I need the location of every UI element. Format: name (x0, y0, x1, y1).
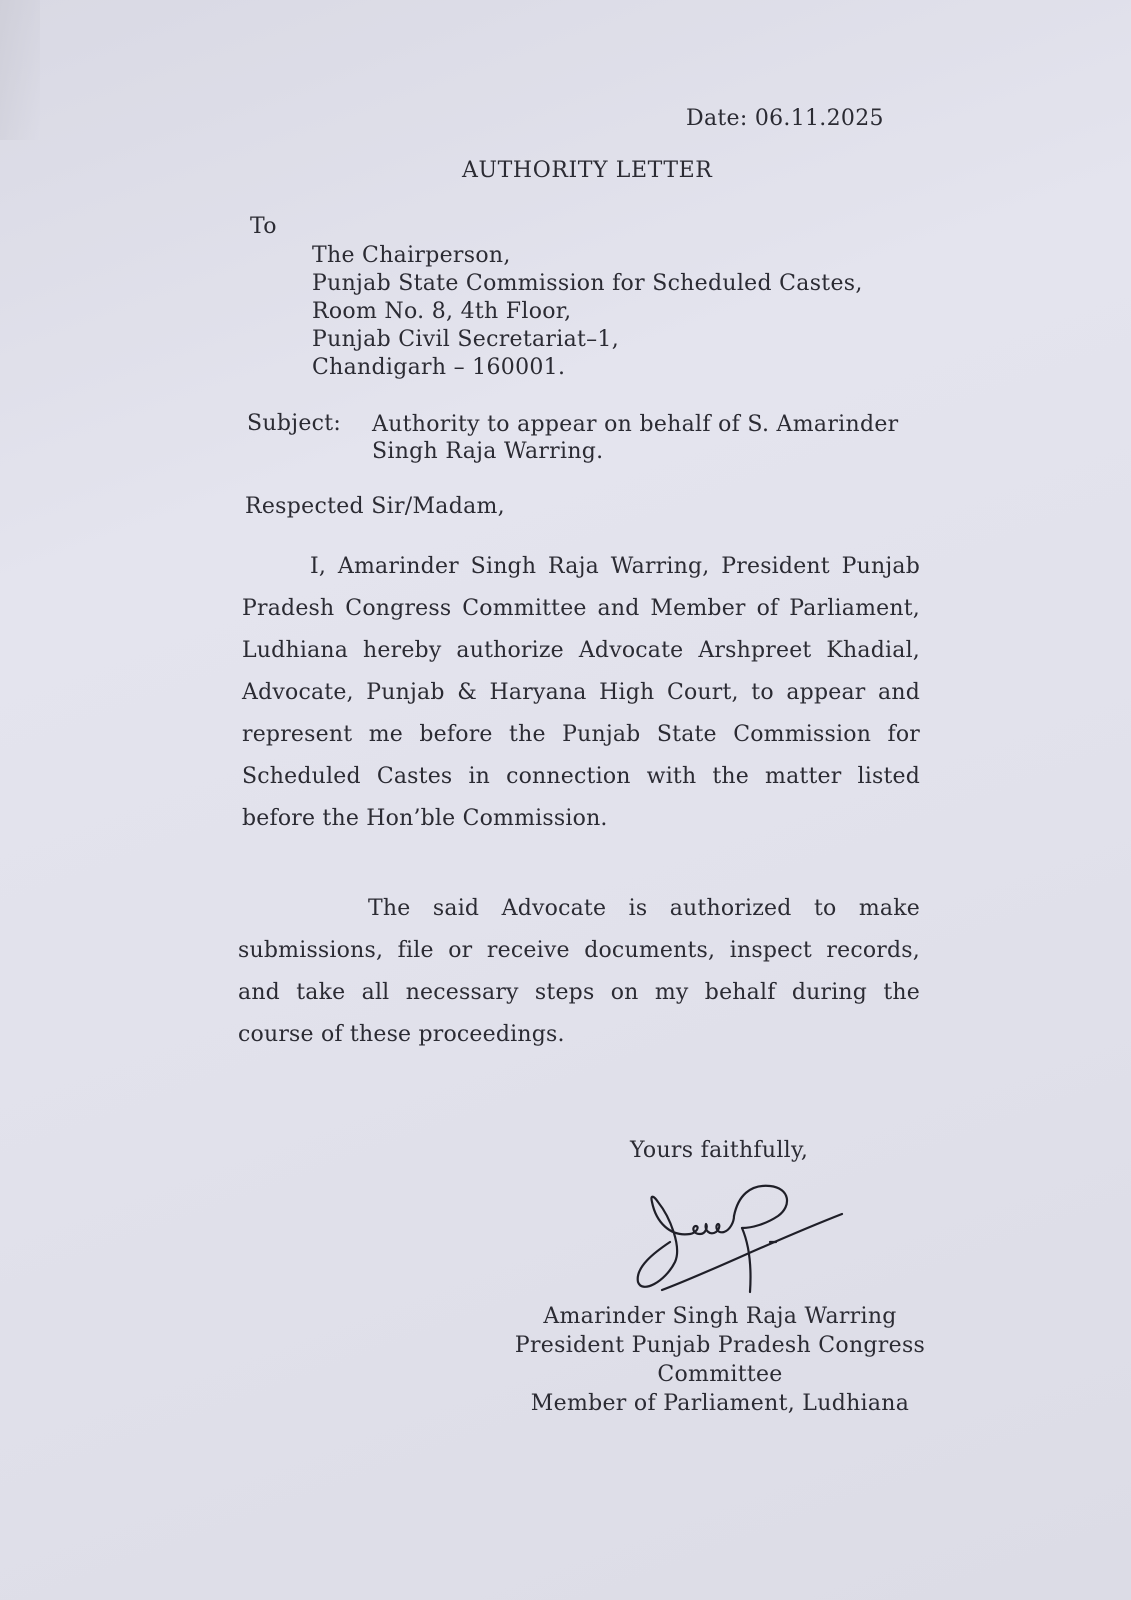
letter-date: Date: 06.11.2025 (686, 106, 884, 131)
recipient-line: Room No. 8, 4th Floor, (312, 299, 572, 324)
subject-label: Subject: (247, 411, 342, 436)
signatory-block (490, 1302, 950, 1418)
recipient-address (312, 242, 863, 382)
closing: Yours faithfully, (630, 1138, 809, 1163)
body-paragraph-powers: The said Advocate is authorized to make submissions, file or receive documents, inspect records, and take all necessary steps on my behalf during the course of these proceedings. (238, 896, 920, 1047)
signatory-title: President Punjab Pradesh Congress (514, 1333, 926, 1358)
salutation: Respected Sir/Madam, (245, 494, 505, 519)
body-paragraph-authorization: I, Amarinder Singh Raja Warring, President Punjab Pradesh Congress Committee and Member of Parliament, Ludhiana hereby authorize Advocate Arshpreet Khadial, Advocate, Punjab & Haryana High Court, to appear and represent me before the Punjab State Commission for Scheduled Castes in connection with the matter listed before the Hon’ble Commission. (242, 554, 920, 831)
recipient-line: Punjab State Commission for Scheduled Castes, (312, 271, 863, 296)
signatory-title: Member of Parliament, Ludhiana (530, 1391, 910, 1416)
signatory-title: Committee (657, 1362, 783, 1387)
handwritten-signature (630, 1182, 855, 1297)
subject-text (372, 411, 898, 465)
subject-line: Singh Raja Warring. (372, 439, 604, 464)
to-label: To (250, 214, 277, 239)
recipient-line: Chandigarh – 160001. (312, 355, 566, 380)
subject-line: Authority to appear on behalf of S. Amarinder (372, 412, 899, 437)
letter-heading: AUTHORITY LETTER (462, 158, 713, 183)
recipient-line: The Chairperson, (312, 243, 511, 268)
signatory-name: Amarinder Singh Raja Warring (543, 1304, 897, 1329)
recipient-line: Punjab Civil Secretariat–1, (312, 327, 620, 352)
